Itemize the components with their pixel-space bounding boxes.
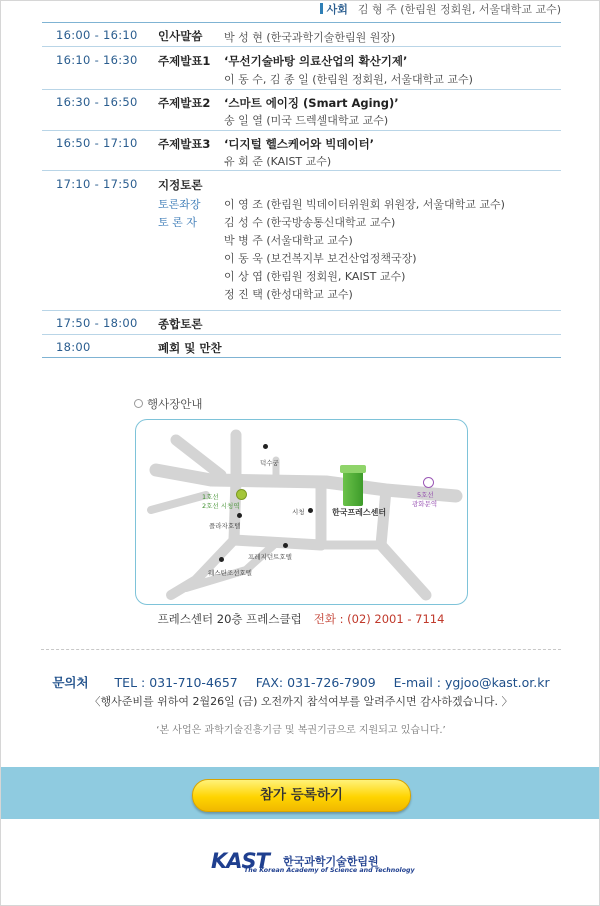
moderator-name: 김 형 주 (한림원 정회원, 서울대학교 교수) (357, 3, 561, 16)
schedule-row (42, 90, 561, 131)
schedule-speaker: 유 회 준 (KAIST 교수) (224, 155, 332, 168)
divider (41, 649, 561, 650)
schedule-label: 주제발표3 (158, 137, 211, 151)
schedule-label: 지정토론 (158, 178, 203, 192)
press-center-building-icon (343, 470, 363, 506)
schedule-row (42, 335, 561, 358)
panelist: 정 진 택 (한성대학교 교수) (224, 288, 353, 301)
kast-english-name: The Korean Academy of Science and Technology (244, 867, 415, 874)
map-label-plaza-hotel: 플라자호텔 (209, 522, 241, 530)
address-text: 프레스센터 20층 프레스클럽 (157, 612, 302, 626)
schedule-time: 17:10 - 17:50 (56, 177, 138, 191)
panelist: 이 상 엽 (한림원 정회원, KAIST 교수) (224, 270, 406, 283)
subway-line12-icon (236, 489, 247, 500)
schedule-speaker: 송 일 열 (미국 드렉셀대학교 교수) (224, 114, 389, 127)
chair-role-label: 토론좌장 (158, 198, 201, 211)
funding-notice: ‘본 사업은 과학기술진흥기금 및 복권기금으로 지원되고 있습니다.’ (156, 725, 446, 736)
map-label-gwanghwamun-station: 광화문역 (412, 500, 438, 508)
deoksugung-marker (263, 444, 268, 449)
schedule-time: 16:10 - 16:30 (56, 53, 138, 67)
plaza-hotel-marker (237, 513, 242, 518)
map-label-cityhall: 시청 (292, 508, 305, 516)
venue-phone: 전화 : (02) 2001 - 7114 (313, 612, 445, 626)
schedule-label: 폐회 및 만찬 (158, 341, 222, 355)
contact-label: 문의처 (52, 675, 89, 690)
register-button[interactable]: 참가 등록하기 (192, 779, 411, 812)
kast-korean-name: 한국과학기술한림원 (283, 855, 379, 868)
panel-role-label: 토 론 자 (158, 216, 197, 229)
venue-heading-text: 행사장안내 (147, 397, 203, 411)
schedule-speaker: 이 동 수, 김 종 일 (한림원 정회원, 서울대학교 교수) (224, 73, 473, 86)
schedule-label: 종합토론 (158, 317, 203, 331)
moderator-line (1, 1, 561, 19)
schedule-time: 16:00 - 16:10 (56, 28, 138, 42)
schedule-label: 주제발표1 (158, 54, 211, 68)
map-label-president-hotel: 프레지던트호텔 (248, 553, 292, 561)
schedule-row (42, 23, 561, 47)
panelist: 이 동 욱 (보건복지부 보건산업정책국장) (224, 252, 417, 265)
map-label-line5: 5호선 (417, 491, 434, 499)
map-label-press-center: 한국프레스센터 (332, 508, 387, 517)
subway-line5-icon (423, 477, 434, 488)
map-label-westin-hotel: 웨스틴조선호텔 (208, 569, 252, 577)
schedule-row (42, 131, 561, 171)
map-label-cityhall-station: 2호선 시청역 (202, 502, 240, 510)
schedule-time: 16:50 - 17:10 (56, 136, 138, 150)
accent-bar (320, 3, 323, 14)
bullet-ring-icon (134, 399, 143, 408)
schedule-row (42, 171, 561, 311)
venue-map (135, 419, 468, 605)
map-label-deoksugung: 덕수궁 (260, 459, 279, 467)
westin-hotel-marker (219, 557, 224, 562)
schedule-time: 16:30 - 16:50 (56, 95, 138, 109)
map-label-line1: 1호선 (202, 493, 219, 501)
panelist: 박 병 주 (서울대학교 교수) (224, 234, 353, 247)
discussion-chair: 이 영 조 (한림원 빅데이터위원회 위원장, 서울대학교 교수) (224, 198, 505, 211)
panelist: 김 성 수 (한국방송통신대학교 교수) (224, 216, 396, 229)
schedule-title: ‘무선기술바탕 의료산업의 확산기제’ (224, 54, 408, 68)
cityhall-marker (308, 508, 313, 513)
schedule-label: 인사말씀 (158, 29, 203, 43)
venue-heading (134, 396, 203, 412)
schedule-title: ‘디지털 헬스케어와 빅데이터’ (224, 137, 375, 151)
rsvp-notice: 〈행사준비를 위하여 2월26일 (금) 오전까지 참석여부를 알려주시면 감사하겠습니다. 〉 (89, 695, 513, 708)
contact-tel: TEL : 031-710-4657 (114, 675, 238, 690)
schedule-table (42, 22, 561, 358)
president-hotel-marker (283, 543, 288, 548)
schedule-title: ‘스마트 에이징 (Smart Aging)’ (224, 96, 399, 110)
contact-email[interactable]: E-mail : ygjoo@kast.or.kr (393, 675, 550, 690)
contact-info (1, 673, 600, 691)
schedule-time: 17:50 - 18:00 (56, 316, 138, 330)
kast-logo (211, 849, 415, 879)
contact-fax: FAX: 031-726-7909 (255, 675, 376, 690)
schedule-label: 주제발표2 (158, 96, 211, 110)
schedule-row (42, 311, 561, 335)
moderator-label: 사회 (326, 3, 348, 16)
venue-address (1, 611, 600, 627)
schedule-time: 18:00 (56, 340, 91, 354)
schedule-speaker: 박 성 현 (한국과학기술한림원 원장) (224, 31, 396, 44)
schedule-row (42, 47, 561, 90)
kast-logo-mark: KAST (211, 849, 269, 873)
